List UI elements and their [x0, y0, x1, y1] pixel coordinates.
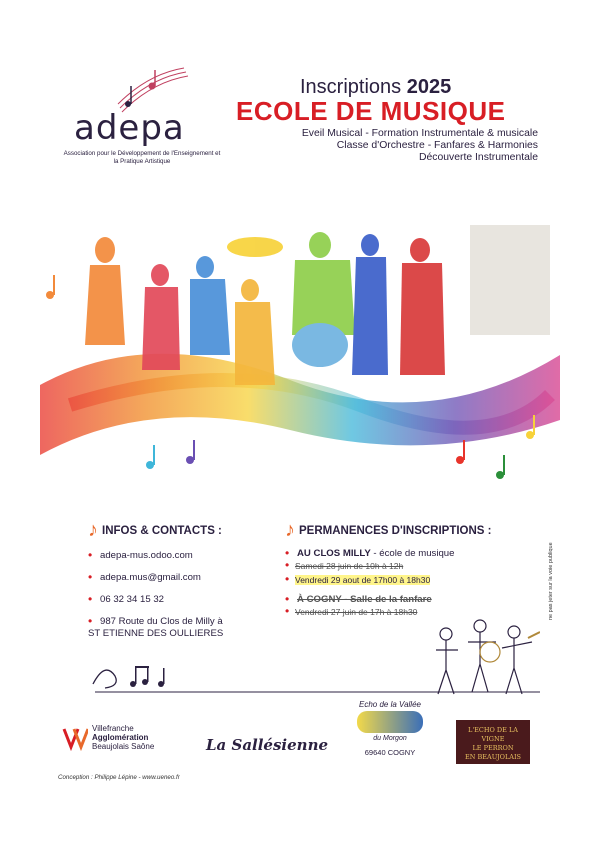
address-line: ST ETIENNE DES OULLIERES — [88, 628, 224, 639]
clos-milly-desc: - école de musique — [370, 548, 455, 559]
permanences-section — [285, 519, 525, 618]
clos-milly-old-date: Samedi 28 juin de 10h à 12h — [295, 561, 404, 571]
logo-tagline: Association pour le Développement de l'Enseignement et la Pratique Artistique — [63, 150, 221, 165]
lecho-line: EN BEAUJOLAIS — [465, 753, 521, 761]
lecho-line: L'ECHO DE LA VIGNE — [468, 726, 518, 743]
music-note-icon: ♪ — [285, 519, 295, 541]
cogny-old-date: Vendredi 27 juin de 17h à 18h30 — [295, 607, 418, 617]
villefranche-line: Villefranche — [92, 724, 134, 733]
design-credit: Conception : Philippe Lépine - www.ueneo.fr — [58, 774, 180, 781]
lecho-vigne-logo — [456, 720, 530, 764]
year-label: 2025 — [406, 76, 452, 98]
inscriptions-label: Inscriptions — [300, 76, 402, 98]
subtitle-line: Eveil Musical - Formation Instrumentale & musicale — [301, 128, 538, 139]
phone-number: • 06 32 34 15 32 — [88, 594, 263, 606]
school-title: ECOLE DE MUSIQUE — [236, 96, 506, 126]
echo-emblem-icon — [357, 711, 423, 733]
cogny-place: À COGNY - Salle de la fanfare — [297, 594, 432, 605]
address-line: 987 Route du Clos de Milly à — [100, 616, 223, 627]
infos-section — [88, 519, 263, 640]
clos-milly-new-date: Vendredi 29 aout de 17h00 à 18h30 — [295, 575, 431, 585]
infos-title: INFOS & CONTACTS : — [102, 524, 222, 537]
villefranche-line: Agglomération — [92, 733, 149, 742]
website-link[interactable]: • adepa-mus.odoo.com — [88, 550, 263, 562]
cogny-entry — [285, 594, 525, 606]
echo-vallee-logo — [345, 700, 435, 757]
villefranche-logo — [62, 724, 154, 751]
subtitle-line: Découverte Instrumentale — [419, 152, 538, 164]
echo-line: Echo de la Vallée — [359, 700, 421, 709]
address — [88, 616, 263, 640]
clos-milly-place: AU CLOS MILLY — [297, 548, 371, 559]
musicians-illustration — [30, 205, 570, 505]
subtitle — [238, 128, 538, 165]
echo-place: 69640 COGNY — [364, 748, 416, 757]
villefranche-emblem-icon — [62, 725, 88, 751]
subtitle-line: Classe d'Orchestre - Fanfares & Harmonies — [336, 140, 538, 152]
clos-milly-entry — [285, 548, 525, 560]
logo-wordmark: adepa — [74, 108, 185, 148]
side-note: ne pas jeter sur la voie publique — [548, 542, 554, 620]
email-link[interactable]: • adepa.mus@gmail.com — [88, 572, 263, 584]
permanences-title: PERMANENCES D'INSCRIPTIONS : — [299, 524, 492, 537]
echo-line: du Morgon — [373, 735, 407, 742]
music-note-icon: ♪ — [88, 519, 98, 541]
sallesienne-logo: La Sallésienne — [206, 736, 329, 754]
villefranche-line: Beaujolais Saône — [92, 742, 155, 751]
music-line-decoration — [85, 656, 545, 696]
lecho-line: LE PERRON — [472, 744, 514, 752]
